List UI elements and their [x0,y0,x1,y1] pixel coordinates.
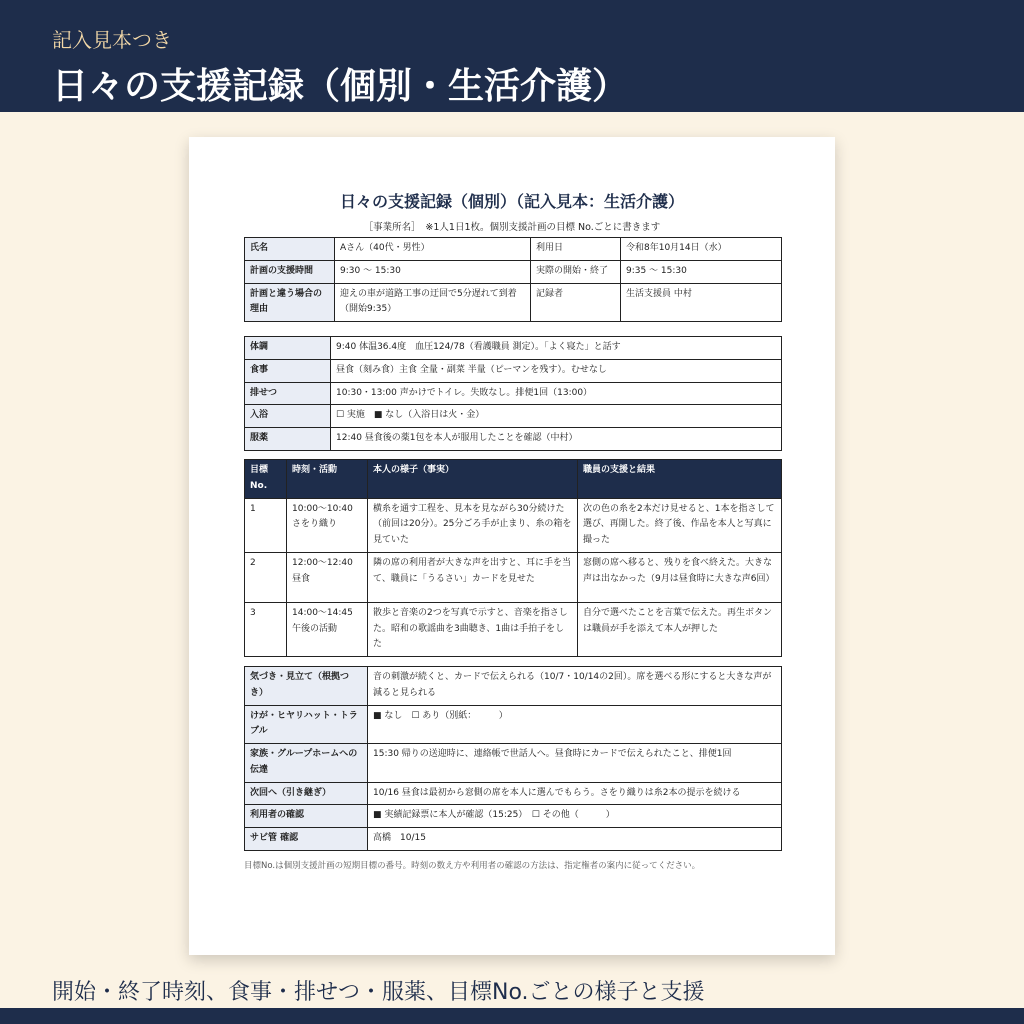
table-row [245,828,782,851]
table-row [245,744,782,783]
goal-support: 窓側の席へ移ると、残りを食べ終えた。大きな声は出なかった（9月は昼食時に大きな声6回） [578,552,782,602]
goal-time: 14:00〜14:45 午後の活動 [287,602,368,656]
goal-no: 1 [245,498,287,552]
table-row [245,602,782,656]
goal-no: 2 [245,552,287,602]
document-title: 日々の支援記録（個別）（記入見本：生活介護） [339,192,684,211]
footnote: 目標No.は個別支援計画の短期目標の番号。時刻の数え方や利用者の確認の方法は、指定権者の案内に従ってください。 [244,861,701,871]
table-row [245,337,782,360]
daily-value: 12:40 昼食後の薬1包を本人が服用したことを確認（中村） [331,428,782,451]
daily-label: 入浴 [245,405,331,428]
goals-table [244,459,782,657]
daily-value: 昼食（刻み食）主食 全量・副菜 半量（ピーマンを残す）。むせなし [331,359,782,382]
recorder-value: 生活支援員 中村 [621,283,782,322]
summary-label: 次回へ（引き継ぎ） [245,782,368,805]
daily-value: 10:30・13:00 声かけでトイレ。失敗なし。排便1回（13:00） [331,382,782,405]
plan-time-label: 計画の支援時間 [245,260,335,283]
goal-state: 隣の席の利用者が大きな声を出すと、耳に手を当て、職員に「うるさい」カードを見せた [368,552,578,602]
table-row [245,260,782,283]
summary-label: けが・ヒヤリハット・トラブル [245,705,368,744]
summary-label: 気づき・見立て（根拠つき） [245,667,368,706]
summary-value: 10/16 昼食は最初から窓側の席を本人に選んでもらう。さをり織りは糸2本の提示を続ける [368,782,782,805]
staff-support-header: 職員の支援と結果 [578,460,782,499]
table-row [245,382,782,405]
summary-label: 家族・グループホームへの伝達 [245,744,368,783]
table-row [245,405,782,428]
table-row [245,782,782,805]
summary-value: 音の刺激が続くと、カードで伝えられる（10/7・10/14の2回）。席を選べる形にすると大きな声が減ると見られる [368,667,782,706]
summary-value: 15:30 帰りの送迎時に、連絡帳で世話人へ。昼食時にカードで伝えられたこと、排便1回 [368,744,782,783]
name-value: Aさん（40代・男性） [335,238,531,261]
daily-label: 排せつ [245,382,331,405]
summary-label: サビ管 確認 [245,828,368,851]
name-label: 氏名 [245,238,335,261]
time-activity-header: 時刻・活動 [287,460,368,499]
table-row [245,805,782,828]
goal-support: 自分で選べたことを言葉で伝えた。再生ボタンは職員が手を添えて本人が押した [578,602,782,656]
date-label: 利用日 [531,238,621,261]
goal-support: 次の色の糸を2本だけ見せると、1本を指さして選び、再開した。終了後、作品を本人と写真に撮った [578,498,782,552]
table-row [245,359,782,382]
diff-reason-label: 計画と違う場合の理由 [245,283,335,322]
bottom-caption: 開始・終了時刻、食事・排せつ・服薬、目標No.ごとの様子と支援 [52,980,705,1005]
daily-value: ☐ 実施 ■ なし（入浴日は火・金） [331,405,782,428]
table-row [245,667,782,706]
summary-table [244,666,782,851]
document-sheet [189,137,835,955]
daily-value: 9:40 体温36.4度 血圧124/78（看護職員 測定）。「よく寝た」と話す [331,337,782,360]
daily-label: 服薬 [245,428,331,451]
table-row [245,498,782,552]
date-value: 令和8年10月14日（水） [621,238,782,261]
diff-reason-value: 迎えの車が道路工事の迂回で5分遅れて到着（開始9:35） [335,283,531,322]
table-row [245,705,782,744]
goal-time: 10:00〜10:40 さをり織り [287,498,368,552]
table-row [245,283,782,322]
plan-time-value: 9:30 〜 15:30 [335,260,531,283]
header-title: 日々の支援記録（個別・生活介護） [52,66,629,107]
table-row [245,552,782,602]
daily-label: 食事 [245,359,331,382]
daily-label: 体調 [245,337,331,360]
goal-no: 3 [245,602,287,656]
actual-time-label: 実際の開始・終了 [531,260,621,283]
summary-value: ■ なし ☐ あり（別紙： ） [368,705,782,744]
actual-time-value: 9:35 〜 15:30 [621,260,782,283]
header-banner [0,0,1024,112]
summary-label: 利用者の確認 [245,805,368,828]
goal-time: 12:00〜12:40 昼食 [287,552,368,602]
table-row [245,428,782,451]
info-table [244,237,782,322]
goal-no-header: 目標No. [245,460,287,499]
header-subtitle: 記入見本つき [52,28,172,52]
summary-value: ■ 実績記録票に本人が確認（15:25） ☐ その他（ ） [368,805,782,828]
table-row [245,238,782,261]
goal-state: 横糸を通す工程を、見本を見ながら30分続けた（前回は20分）。25分ごろ手が止まり、糸の箱を見ていた [368,498,578,552]
daily-table [244,336,782,451]
goal-state: 散歩と音楽の2つを写真で示すと、音楽を指さした。昭和の歌謡曲を3曲聴き、1曲は手拍子をした [368,602,578,656]
document-note: ［事業所名］ ※1人1日1枚。個別支援計画の目標 No.ごとに書きます [363,222,661,233]
recorder-label: 記録者 [531,283,621,322]
bottom-bar [0,1008,1024,1024]
table-header-row [245,460,782,499]
summary-value: 高橋 10/15 [368,828,782,851]
person-state-header: 本人の様子（事実） [368,460,578,499]
